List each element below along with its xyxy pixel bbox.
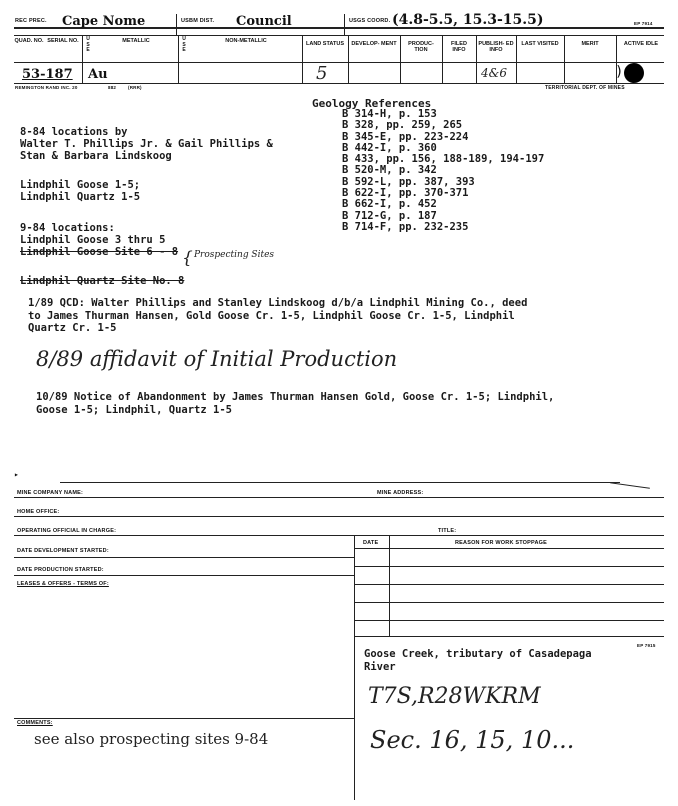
geology-ref: B 433, pp. 156, 188-189, 194-197 (342, 153, 545, 166)
published-value: 4&6 (481, 66, 507, 80)
metallic-header: METALLIC (122, 38, 150, 44)
divider (476, 36, 477, 83)
prod-started-label: DATE PRODUCTION STARTED: (17, 567, 104, 573)
land-status-header: LAND STATUS (306, 41, 344, 47)
metallic-codes: U S E (86, 36, 90, 53)
note-line: to James Thurman Hansen, Gold Goose Cr. 1-5, Lindphil Goose Cr. 1-5, Lindphil (28, 309, 515, 322)
struck-note-line: Lindphil Goose Site 6 - 8 (20, 246, 179, 258)
divider (178, 36, 179, 83)
geology-ref: B 345-E, pp. 223-224 (342, 130, 469, 143)
header-bottom-rule (14, 83, 664, 84)
geology-ref: B 442-I, p. 360 (342, 141, 437, 154)
mine-company-label: MINE COMPANY NAME: (17, 490, 84, 496)
geology-ref: B 592-L, pp. 387, 393 (342, 175, 475, 188)
rec-prec-value: Cape Nome (62, 14, 146, 29)
geology-ref: B 520-M, p. 342 (342, 164, 437, 177)
note-line: River (364, 661, 396, 673)
rule (354, 620, 664, 621)
handwritten-prospecting-sites: Prospecting Sites (194, 250, 275, 260)
form-top-rule (60, 482, 620, 483)
printer-line: REMINGTON RAND INC. 20 (15, 85, 78, 90)
operating-official-label: OPERATING OFFICIAL IN CHARGE: (17, 528, 117, 534)
note-line: Walter T. Phillips Jr. & Gail Phillips & (20, 138, 273, 150)
claims-block (20, 179, 140, 203)
form-number-bottom: EP 7915 (637, 643, 656, 648)
filed-header: FILED INFO (451, 41, 467, 53)
note-line: Stan & Barbara Lindskoog (20, 150, 172, 162)
nonmetallic-header: NON-METALLIC (225, 38, 267, 44)
note-line: Lindphil Goose 3 thru 5 (20, 234, 166, 246)
geology-ref: B 622-I, pp. 370-371 (342, 187, 469, 200)
brace-mark: { (182, 248, 193, 268)
struck-note-line: Lindphil Quartz Site No. 8 (20, 275, 185, 287)
note-line: 1/89 QCD: Walter Phillips and Stanley Lindskoog d/b/a Lindphil Mining Co., deed (28, 297, 528, 309)
geology-ref: B 328, pp. 259, 265 (342, 119, 463, 132)
note-line: 10/89 Notice of Abandonment by James Thurman Hansen Gold, Goose Cr. 1-5; Lindphil, (36, 391, 555, 403)
handwritten-sections: Sec. 16, 15, 10... (370, 726, 575, 754)
divider (516, 36, 517, 83)
published-header: PUBLISH- ED INFO (478, 41, 514, 53)
rule (14, 535, 664, 536)
form-vertical-divider (354, 536, 355, 800)
dot-mark: ▸ (14, 470, 19, 479)
date-col-label: DATE (363, 540, 379, 546)
divider (82, 36, 83, 83)
geology-ref: B 712-G, p. 187 (342, 209, 437, 222)
geology-ref: B 314-H, p. 153 (342, 108, 437, 120)
usbm-dist-value: Council (236, 14, 292, 29)
header-row-rule (14, 62, 664, 63)
serial-no-header: SERIAL NO. (47, 38, 79, 44)
reason-label: REASON FOR WORK STOPPAGE (455, 540, 547, 546)
printer-code-1: 882 (108, 85, 117, 90)
quad-no-header: QUAD. NO. (14, 38, 44, 44)
note-line: Lindphil Quartz 1-5 (20, 191, 141, 203)
divider (176, 14, 177, 35)
usbm-dist-label: USBM DIST. (181, 18, 215, 24)
rule (14, 497, 664, 498)
note-line: Goose 1-5; Lindphil, Quartz 1-5 (36, 403, 232, 416)
rule (14, 575, 354, 576)
rec-prec-label: REC PREC. (15, 18, 47, 24)
note-line: Lindphil Goose 1-5; (20, 179, 141, 191)
active-status-mark: ) (615, 64, 624, 80)
divider (442, 36, 443, 83)
comments-label: COMMENTS: (17, 720, 53, 726)
divider (344, 14, 345, 35)
handwritten-comments: see also prospecting sites 9-84 (34, 730, 269, 748)
note-line: 8-84 locations by (20, 126, 128, 138)
quad-value: 53-187 (22, 67, 73, 82)
dev-started-label: DATE DEVELOPMENT STARTED: (17, 548, 109, 554)
note-line: Goose Creek, tributary of Casadepaga (364, 648, 592, 660)
header-rule-2 (14, 35, 664, 36)
printer-code-2: (RRR) (128, 85, 142, 90)
rule (14, 718, 354, 719)
rule (354, 602, 664, 603)
rule (14, 557, 354, 558)
date-col-divider (389, 536, 390, 636)
rule (354, 584, 664, 585)
merit-header: MERIT (581, 41, 599, 47)
rule (14, 516, 664, 517)
leases-label: LEASES & OFFERS - TERMS OF: (17, 581, 109, 587)
note-line: Quartz Cr. 1-5 (28, 322, 117, 334)
stray-mark (610, 482, 650, 489)
metallic-value: Au (88, 67, 108, 82)
divider (348, 36, 349, 83)
rule (354, 636, 664, 637)
home-office-label: HOME OFFICE: (17, 509, 60, 515)
dept-label: TERRITORIAL DEPT. OF MINES (545, 85, 625, 91)
handwritten-affidavit: 8/89 affidavit of Initial Production (36, 347, 398, 371)
qcd-note (28, 297, 527, 335)
last-visited-header: LAST VISITED (521, 41, 559, 47)
rule (354, 548, 664, 549)
abandonment-note (36, 391, 554, 416)
active-status-dot (624, 63, 644, 83)
divider (564, 36, 565, 83)
geology-ref: B 714-F, pp. 232-235 (342, 220, 469, 233)
divider (302, 36, 303, 83)
geology-title: Geology References (312, 97, 432, 110)
handwritten-township: T7S,R28WKRM (368, 684, 541, 709)
rule (354, 566, 664, 567)
form-number-top: EP 7914 (634, 21, 653, 26)
develop-header: DEVELOP- MENT (351, 41, 397, 47)
active-idle-header: ACTIVE IDLE (623, 41, 659, 47)
land-status-value: 5 (316, 63, 328, 84)
mine-address-label: MINE ADDRESS: (377, 490, 424, 496)
location-description (364, 648, 592, 674)
divider (400, 36, 401, 83)
locations-884-block (20, 126, 273, 162)
usgs-coord-value: (4.8-5.5, 15.3-15.5) (392, 12, 544, 28)
locations-984-block (20, 222, 178, 258)
geology-ref: B 662-I, p. 452 (342, 198, 437, 211)
usgs-coord-label: USGS COORD. (349, 18, 391, 24)
title-label: TITLE: (438, 528, 457, 534)
note-line: 9-84 locations: (20, 222, 115, 234)
nonmetallic-codes: U S E (182, 36, 186, 53)
production-header: PRODUC- TION (408, 41, 434, 53)
geology-ref-list (342, 109, 544, 233)
